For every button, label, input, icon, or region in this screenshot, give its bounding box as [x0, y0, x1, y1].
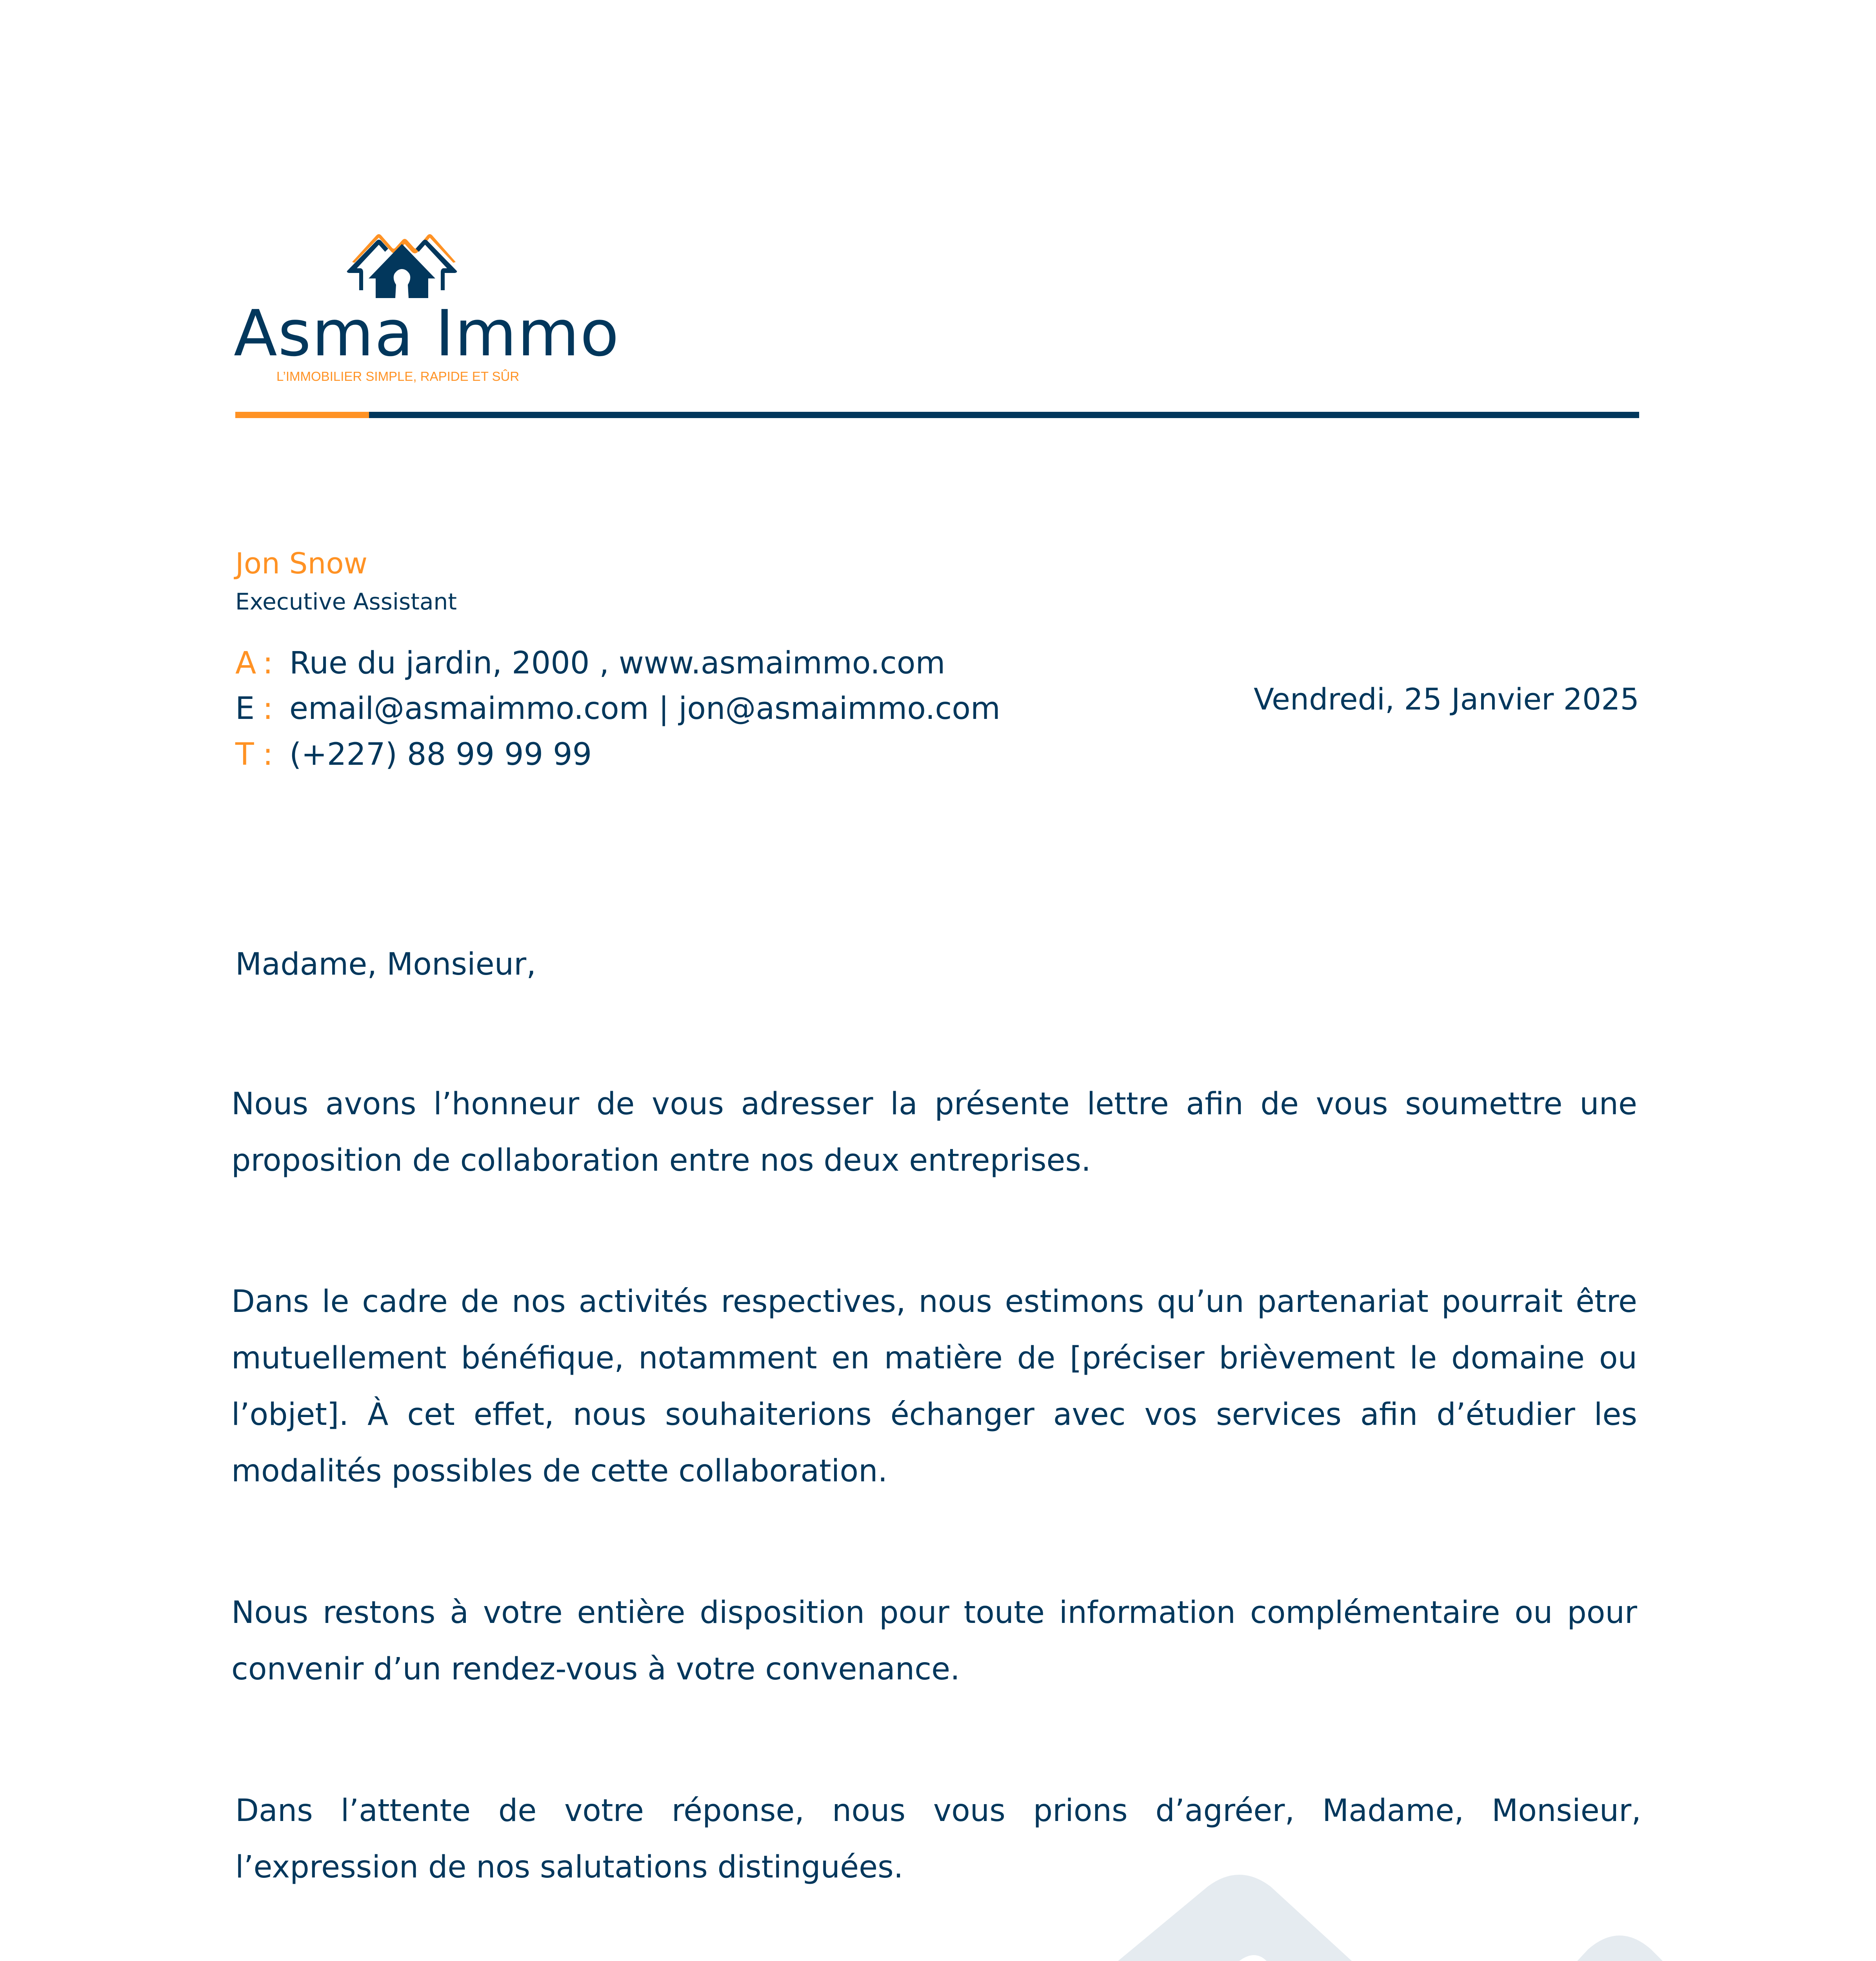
contact-email: [235, 693, 1000, 724]
paragraph-2: Dans le cadre de nos activités respectives, nous estimons qu’un partenariat pourrait être mutuellement bénéfique, notamment en matière de [préciser brièvement le domaine ou l’objet]. À cet effet, nous souhaiterions échanger avec vos services afin d’étudier les modalités possibles de cette collaboration.: [231, 1284, 1637, 1489]
contact-phone: [235, 739, 592, 770]
logo-wordmark: Asma Immo: [234, 297, 620, 371]
contact-address: [235, 648, 945, 679]
paragraph-4: Dans l’attente de votre réponse, nous vous prions d’agréer, Madame, Monsieur, l’expression de nos salutations distinguées.: [235, 1793, 1641, 1885]
paragraph-3: Nous restons à votre entière disposition pour toute information complémentaire ou pour convenir d’un rendez-vous à votre convenance.: [231, 1595, 1637, 1687]
letter-date: Vendredi, 25 Janvier 2025: [1254, 682, 1639, 717]
contact-key: A: [235, 646, 256, 681]
sender-title: Executive Assistant: [235, 588, 457, 615]
contact-colon: :: [263, 691, 273, 726]
contact-value: Rue du jardin, 2000 , www.asmaimmo.com: [289, 646, 945, 681]
contact-colon: :: [263, 737, 273, 772]
contact-key: T: [235, 737, 254, 772]
contact-value: email@asmaimmo.com | jon@asmaimmo.com: [289, 691, 1000, 726]
contact-key: E: [235, 691, 255, 726]
logo-tagline: L’IMMOBILIER SIMPLE, RAPIDE ET SÛR: [276, 369, 520, 384]
header-divider: [235, 412, 1639, 418]
contact-value: (+227) 88 99 99 99: [289, 737, 592, 772]
sender-name: Jon Snow: [235, 547, 368, 580]
salutation: Madame, Monsieur,: [235, 947, 536, 982]
paragraph-1: Nous avons l’honneur de vous adresser la présente lettre afin de vous soumettre une proposition de collaboration entre nos deux entreprises.: [231, 1086, 1637, 1178]
house-keyhole-icon: [345, 231, 459, 300]
contact-colon: :: [263, 646, 273, 681]
